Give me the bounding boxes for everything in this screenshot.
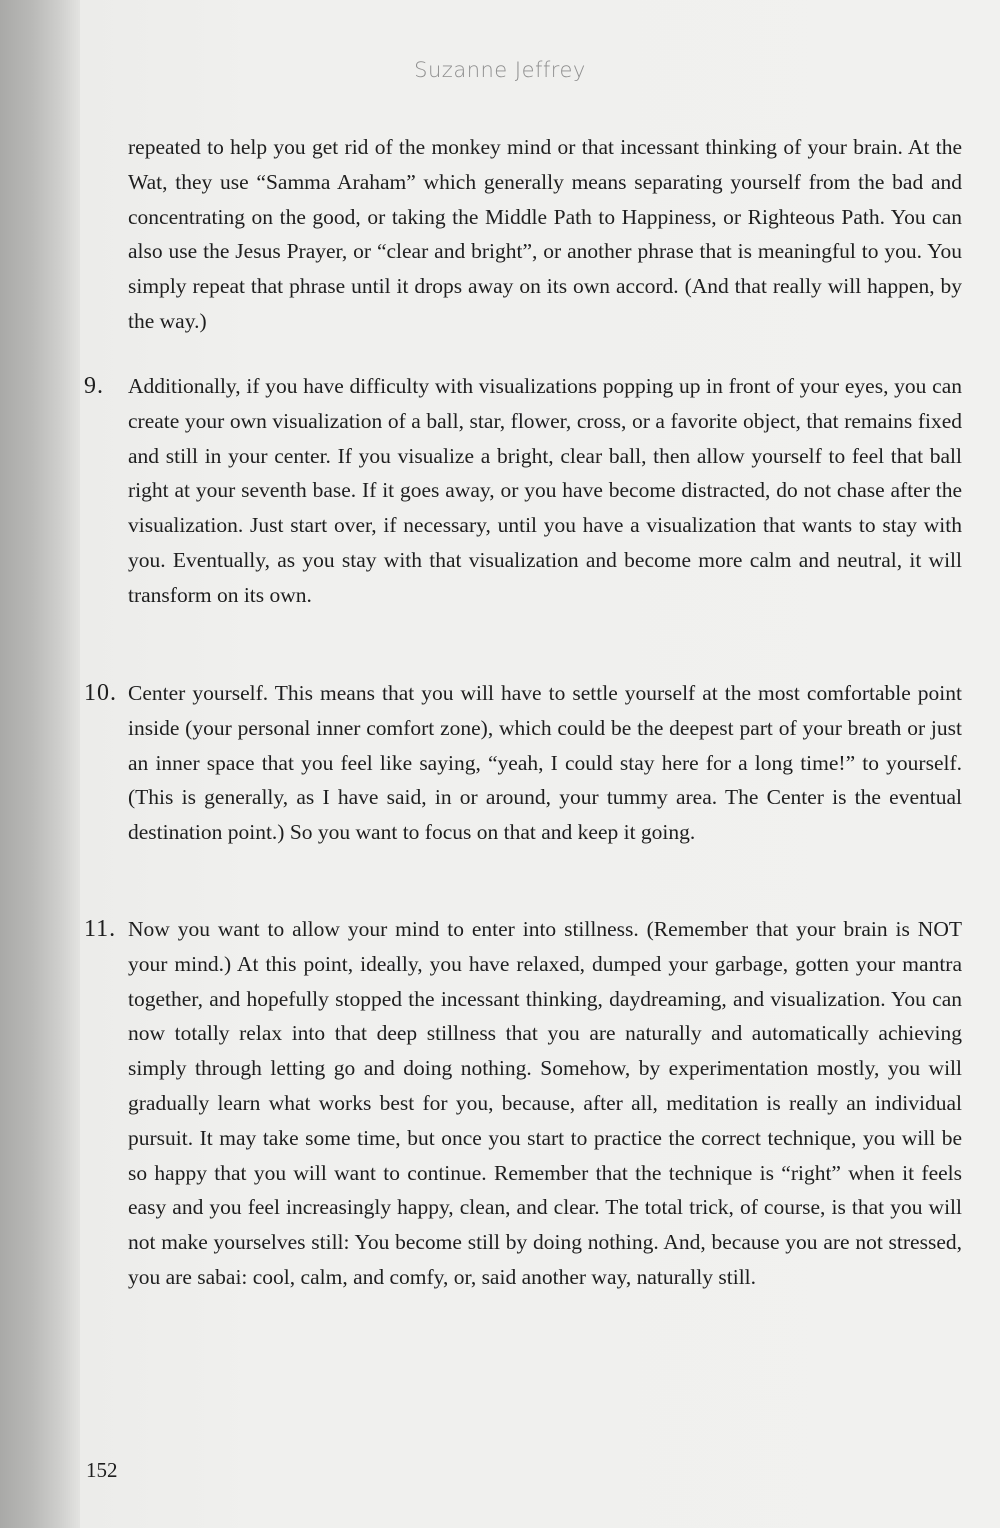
running-head-author: Suzanne Jeffrey: [414, 58, 586, 82]
page-number: 152: [86, 1458, 118, 1482]
list-item-number-11: 11.: [84, 916, 117, 942]
list-item-text-11: Now you want to allow your mind to enter into stillness. (Remember that your brain is NOT your mind.) At this point, ideally, you have relaxed, dumped your garbage, gotten your mantra together, and hopefully stopped the incessant thinking, daydreaming, and visualization. You can now totally relax into that deep stillness that you are naturally and automatically achieving simply through letting go and doing nothing. Somehow, by experimentation mostly, you will gradually learn what works best for you, because, after all, meditation is really an individual pursuit. It may take some time, but once you start to practice the correct technique, you will be so happy that you will want to continue. Remember that the technique is “right” when it feels easy and you feel increasingly happy, clean, and clear. The total trick, of course, is that you will not make yourselves still: You become still by doing nothing. And, because you are not stressed, you are sabai: cool, calm, and comfy, or, said another way, naturally still.: [128, 917, 962, 1289]
list-item-text-10: Center yourself. This means that you will have to settle yourself at the most comfortable point inside (your personal inner comfort zone), which could be the deepest part of your breath or just an inner space that you feel like saying, “yeah, I could stay here for a long time!” to yourself. (This is generally, as I have said, in or around, your tummy area. The Center is the eventual destination point.) So you want to focus on that and keep it going.: [128, 681, 962, 845]
list-item-number-9: 9.: [84, 373, 104, 399]
continuation-paragraph: repeated to help you get rid of the monkey mind or that incessant thinking of your brain. At the Wat, they use “Samma Araham” which generally means separating yourself from the bad and concentrating on the good, or taking the Middle Path to Happiness, or Righteous Path. You can also use the Jesus Prayer, or “clear and bright”, or another phrase that is meaningful to you. You simply repeat that phrase until it drops away on its own accord. (And that really will happen, by the way.): [128, 135, 962, 333]
list-item-number-10: 10.: [84, 680, 117, 706]
list-item-text-9: Additionally, if you have difficulty with visualizations popping up in front of your eyes, you can create your own visualization of a ball, star, flower, cross, or a favorite object, that remains fixed and still in your center. If you visualize a bright, clear ball, then allow yourself to feel that ball right at your seventh base. If it goes away, or you have become distracted, do not chase after the visualization. Just start over, if necessary, until you have a visualization that wants to stay with you. Eventually, as you stay with that visualization and become more calm and neutral, it will transform on its own.: [128, 374, 962, 607]
book-gutter-shadow: [0, 0, 80, 1528]
